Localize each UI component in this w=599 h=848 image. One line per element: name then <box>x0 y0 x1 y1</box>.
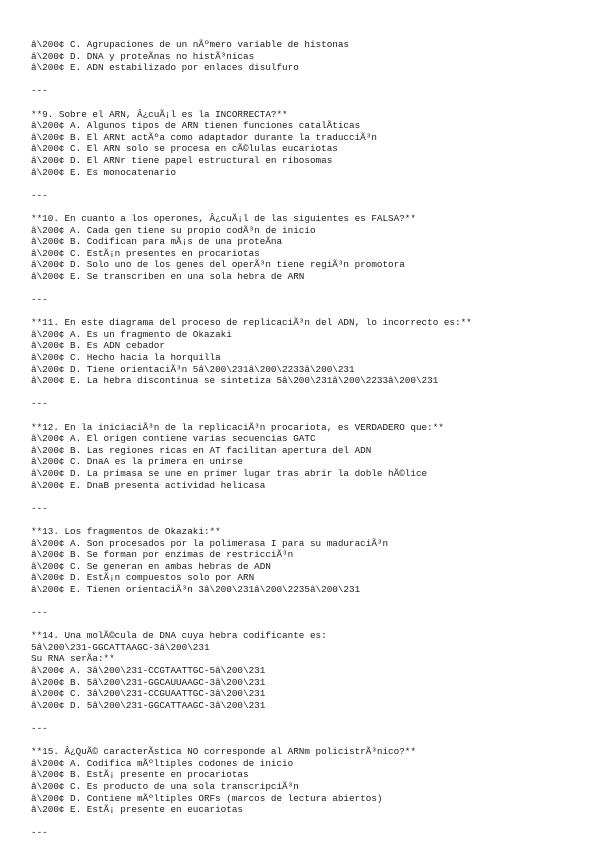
answer-option: â\200¢ E. ADN estabilizado por enlaces disulfuro <box>31 62 299 74</box>
blank-line <box>31 596 591 608</box>
blank-line <box>31 816 591 828</box>
answer-option: â\200¢ C. Hecho hacia la horquilla <box>31 352 221 364</box>
answer-option: â\200¢ C. El ARN solo se procesa en cÃ©lulas eucariotas <box>31 143 338 155</box>
answer-option: â\200¢ D. Contiene mÃºltiples ORFs (marcos de lectura abiertos) <box>31 792 383 804</box>
blank-line <box>31 306 591 318</box>
answer-option: â\200¢ B. El ARNt actÃºa como adaptador durante la traducciÃ³n <box>31 131 377 143</box>
answer-option: â\200¢ D. 5â\200\231-GGCATTAAGC-3â\200\231 <box>31 699 266 711</box>
answer-option: â\200¢ E. DnaB presenta actividad helicasa <box>31 479 266 491</box>
answer-option: â\200¢ C. 3â\200\231-CCGUAATTGC-3â\200\231 <box>31 688 266 700</box>
question-line: **13. Los fragmentos de Okazaki:** <box>31 525 221 537</box>
document-body <box>31 39 591 839</box>
answer-option: â\200¢ D. DNA y proteÃnas no histÃ³nicas <box>31 50 255 62</box>
section-divider: --- <box>31 723 48 735</box>
blank-line <box>31 514 591 526</box>
answer-option: â\200¢ C. DnaA es la primera en unirse <box>31 456 244 468</box>
section-divider: --- <box>31 607 48 619</box>
question-line: **12. En la iniciaciÃ³n de la replicaciÃ³n procariota, es VERDADERO que:** <box>31 421 444 433</box>
section-divider: --- <box>31 189 48 201</box>
blank-line <box>31 711 591 723</box>
question-line: **11. En este diagrama del proceso de replicaciÃ³n del ADN, lo incorrecto es:** <box>31 317 472 329</box>
section-divider: --- <box>31 827 48 839</box>
blank-line <box>31 201 591 213</box>
answer-option: â\200¢ E. EstÃ¡ presente en eucariotas <box>31 804 244 816</box>
question-line: **10. En cuanto a los operones, Â¿cuÃ¡l de las siguientes es FALSA?** <box>31 212 416 224</box>
answer-option: â\200¢ A. Son procesados por la polimerasa I para su maduraciÃ³n <box>31 537 389 549</box>
answer-option: â\200¢ D. El ARNr tiene papel estructural en ribosomas <box>31 154 333 166</box>
answer-option: â\200¢ A. Cada gen tiene su propio codÃ³n de inicio <box>31 224 316 236</box>
answer-option: â\200¢ C. Es producto de una sola transcripciÃ³n <box>31 781 299 792</box>
answer-option: â\200¢ D. Solo uno de los genes del operÃ³n tiene regiÃ³n promotora <box>31 259 405 271</box>
answer-option: â\200¢ A. Es un fragmento de Okazaki <box>31 328 232 340</box>
question-line: **9. Sobre el ARN, Â¿cuÃ¡l es la INCORRECTA?** <box>31 108 288 120</box>
question-line: **14. Una molÃ©cula de DNA cuya hebra codificante es: <box>31 630 327 642</box>
text-line: Su RNA serÃa:** <box>31 653 115 665</box>
blank-line <box>31 282 591 294</box>
answer-option: â\200¢ D. La primasa se une en primer lugar tras abrir la doble hÃ©lice <box>31 467 428 479</box>
blank-line <box>31 735 591 747</box>
blank-line <box>31 178 591 190</box>
answer-option: â\200¢ B. 5â\200\231-GGCAUUAAGC-3â\200\231 <box>31 676 266 688</box>
answer-option: â\200¢ E. Se transcriben en una sola hebra de ARN <box>31 270 305 282</box>
blank-line <box>31 410 591 422</box>
section-divider: --- <box>31 502 48 514</box>
answer-option: â\200¢ D. Tiene orientaciÃ³n 5â\200\231â\200\2233â\200\231 <box>31 363 355 375</box>
blank-line <box>31 619 591 631</box>
answer-option: â\200¢ B. EstÃ¡ presente en procariotas <box>31 769 249 781</box>
section-divider: --- <box>31 398 48 410</box>
blank-line <box>31 491 591 503</box>
answer-option: â\200¢ E. La hebra discontinua se sintetiza 5â\200\231â\200\2233â\200\231 <box>31 375 439 387</box>
answer-option: â\200¢ A. Algunos tipos de ARN tienen funciones catalÃticas <box>31 120 361 132</box>
blank-line <box>31 97 591 109</box>
answer-option: â\200¢ A. 3â\200\231-CCGTAATTGC-5â\200\231 <box>31 665 266 677</box>
answer-option: â\200¢ E. Tienen orientaciÃ³n 3â\200\231â\200\2235â\200\231 <box>31 583 361 595</box>
answer-option: â\200¢ B. Codifican para mÃ¡s de una proteÃna <box>31 236 283 248</box>
answer-option: â\200¢ B. Es ADN cebador <box>31 340 165 352</box>
blank-line <box>31 74 591 86</box>
answer-option: â\200¢ C. Se generan en ambas hebras de ADN <box>31 560 271 572</box>
section-divider: --- <box>31 294 48 306</box>
question-line: **15. Â¿QuÃ© caracterÃstica NO corresponde al ARNm policistrÃ³nico?** <box>31 746 416 758</box>
answer-option: â\200¢ D. EstÃ¡n compuestos solo por ARN <box>31 572 255 584</box>
answer-option: â\200¢ B. Se forman por enzimas de restricciÃ³n <box>31 549 294 561</box>
blank-line <box>31 387 591 399</box>
section-divider: --- <box>31 85 48 97</box>
answer-option: â\200¢ A. Codifica mÃºltiples codones de inicio <box>31 757 294 769</box>
answer-option: â\200¢ B. Las regiones ricas en AT facilitan apertura del ADN <box>31 444 372 456</box>
answer-option: â\200¢ C. EstÃ¡n presentes en procariotas <box>31 247 260 259</box>
answer-option: â\200¢ A. El origen contiene varias secuencias GATC <box>31 433 316 445</box>
answer-option: â\200¢ C. Agrupaciones de un nÃºmero variable de histonas <box>31 39 350 50</box>
answer-option: â\200¢ E. Es monocatenario <box>31 166 177 178</box>
text-line: 5â\200\231-GGCATTAAGC-3â\200\231 <box>31 641 210 653</box>
